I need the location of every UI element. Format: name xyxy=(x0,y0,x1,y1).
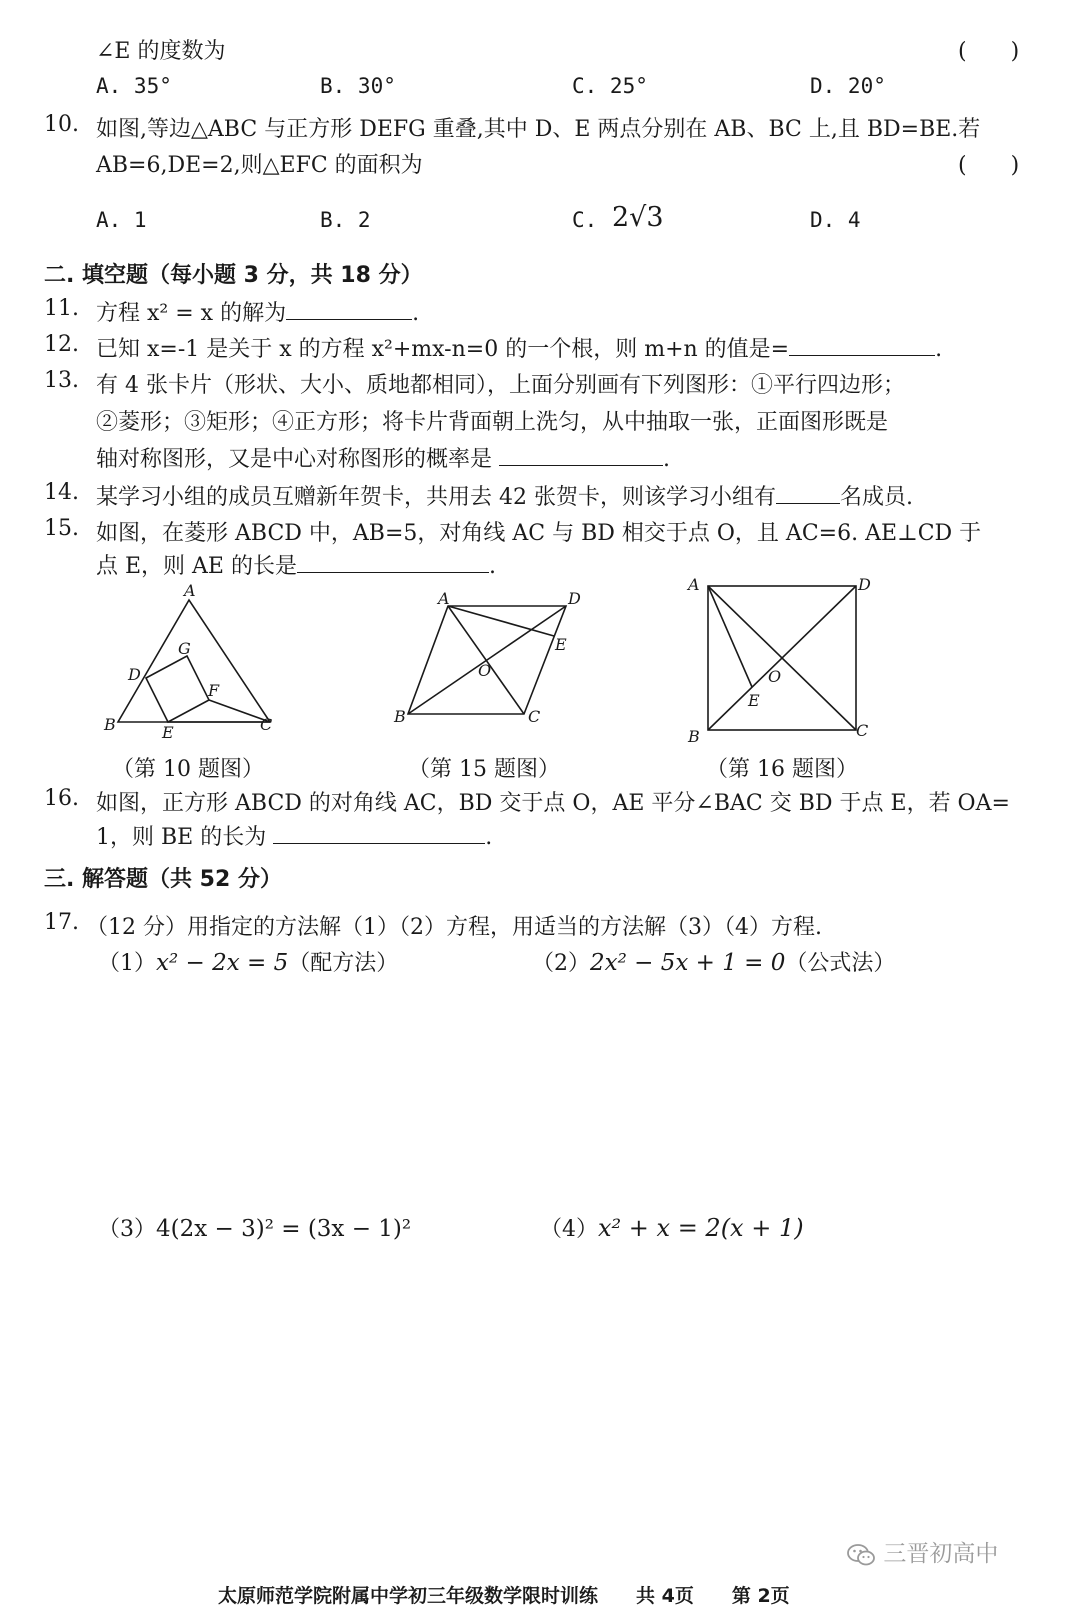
fig10-label-e: E xyxy=(162,723,174,740)
fig15-label-d: D xyxy=(568,589,581,608)
q11-answer-blank[interactable] xyxy=(286,301,412,320)
q10-line1: 如图,等边△ABC 与正方形 DEFG 重叠,其中 D、E 两点分别在 AB、BC 上,且 BD=BE.若 xyxy=(96,117,981,142)
q9-option-d: D. 20° xyxy=(810,74,886,98)
q13-end: . xyxy=(663,447,671,472)
figure-10 xyxy=(100,580,290,740)
fig16-label-o: O xyxy=(768,667,782,686)
q11-post: 的解为 xyxy=(220,301,287,326)
watermark xyxy=(846,1535,998,1568)
q11-pre: 方程 xyxy=(96,301,141,326)
q15-number: 15. xyxy=(44,516,79,541)
q17-part2-method: （公式法） xyxy=(785,951,896,976)
q17-part3-equation: 4(2x − 3)² = (3x − 1)² xyxy=(156,1216,412,1242)
q13-line3 xyxy=(96,442,670,473)
fig15-caption: （第 15 题图） xyxy=(408,757,560,782)
q9-stem-tail: ∠E 的度数为 xyxy=(96,39,226,64)
q17-part2-label: （2） xyxy=(532,951,590,976)
q10-line2: AB=6,DE=2,则△EFC 的面积为 xyxy=(96,153,423,178)
q17-part3-label: （3） xyxy=(98,1217,156,1242)
q14-pre: 某学习小组的成员互赠新年贺卡，共用去 42 张贺卡，则该学习小组有 xyxy=(96,485,776,510)
figure-15 xyxy=(392,588,592,740)
fig10-caption: （第 10 题图） xyxy=(112,757,264,782)
fig16-segment-ae xyxy=(708,586,752,687)
fig10-triangle-abc xyxy=(118,600,270,722)
q12-line xyxy=(96,332,942,363)
q12-text: 已知 x=-1 是关于 x 的方程 x²+mx-n=0 的一个根，则 m+n 的值是= xyxy=(96,337,790,362)
figure-16 xyxy=(680,572,880,748)
q10-number: 10. xyxy=(44,112,79,137)
q9-option-a: A. 35° xyxy=(96,74,172,98)
q17-number: 17. xyxy=(44,910,79,935)
q10-option-b: B. 2 xyxy=(320,208,371,232)
q9-option-b: B. 30° xyxy=(320,74,396,98)
fig10-label-a: A xyxy=(184,581,196,600)
fig15-segment-ae xyxy=(448,606,554,636)
q17-part4 xyxy=(540,1212,804,1243)
q10-option-a: A. 1 xyxy=(96,208,147,232)
q17-part4-equation: x² + x = 2(x + 1) xyxy=(598,1214,804,1242)
q16-number: 16. xyxy=(44,786,79,811)
q14-line xyxy=(96,480,913,511)
q15-line1: 如图，在菱形 ABCD 中，AB=5，对角线 AC 与 BD 相交于点 O，且 AC=6. AE⊥CD 于 xyxy=(96,521,982,546)
fig16-label-c: C xyxy=(856,721,869,740)
q10-option-d: D. 4 xyxy=(810,208,861,232)
q15-line2-text: 点 E，则 AE 的长是 xyxy=(96,554,297,579)
q9-answer-paren: ( ) xyxy=(958,39,1020,64)
fig15-label-b: B xyxy=(394,707,406,726)
fig10-label-f: F xyxy=(208,681,220,700)
fig15-label-c: C xyxy=(528,707,541,726)
q17-part1-method: （配方法） xyxy=(288,951,399,976)
fig16-label-b: B xyxy=(688,727,700,746)
fig16-label-a: A xyxy=(688,575,700,594)
q11-end: . xyxy=(412,301,420,326)
q11-number: 11. xyxy=(44,296,79,321)
q13-line1: 有 4 张卡片（形状、大小、质地都相同），上面分别画有下列图形：①平行四边形； xyxy=(96,373,905,398)
fig16-caption: （第 16 题图） xyxy=(706,757,858,782)
fig10-label-g: G xyxy=(178,639,191,658)
page-footer: 太原师范学院附属中学初三年级数学限时训练 共 4页 第 2页 xyxy=(218,1585,790,1607)
q17-intro: （12 分）用指定的方法解（1）（2）方程，用适当的方法解（3）（4）方程. xyxy=(86,915,822,940)
wechat-icon xyxy=(846,1541,883,1567)
fig10-label-d: D xyxy=(128,665,141,684)
fig15-label-a: A xyxy=(438,589,450,608)
q16-end: . xyxy=(485,825,493,850)
section3-title: 三. 解答题（共 52 分） xyxy=(44,867,282,892)
q15-end: . xyxy=(489,554,496,579)
fig10-label-c: C xyxy=(260,715,273,734)
fig16-label-e: E xyxy=(748,691,760,710)
section2-title: 二. 填空题（每小题 3 分，共 18 分） xyxy=(44,263,423,288)
q13-number: 13. xyxy=(44,368,79,393)
q10-answer-paren: ( ) xyxy=(958,153,1020,178)
q13-line2: ②菱形；③矩形；④正方形；将卡片背面朝上洗匀，从中抽取一张，正面图形既是 xyxy=(96,410,889,435)
fig10-square-defg xyxy=(146,656,209,722)
q14-answer-blank[interactable] xyxy=(776,485,840,504)
q17-part1-equation: x² − 2x = 5 xyxy=(156,950,289,976)
q12-number: 12. xyxy=(44,332,79,357)
q16-line2-text: 1，则 BE 的长为 xyxy=(96,825,267,850)
q17-part1 xyxy=(98,946,398,977)
q17-part4-label: （4） xyxy=(540,1217,598,1242)
q13-answer-blank[interactable] xyxy=(499,447,663,466)
fig15-label-o: O xyxy=(478,661,492,680)
q14-number: 14. xyxy=(44,480,79,505)
q17-part3 xyxy=(98,1212,411,1243)
q17-part1-label: （1） xyxy=(98,951,156,976)
q10-option-c: C. xyxy=(572,208,598,232)
q10-option-c-math: 2√3 xyxy=(612,202,664,233)
q12-answer-blank[interactable] xyxy=(789,337,935,356)
q15-answer-blank[interactable] xyxy=(297,554,489,573)
q17-part2 xyxy=(532,946,895,977)
q11-line xyxy=(96,296,419,327)
fig16-label-d: D xyxy=(858,575,871,594)
q16-line1: 如图，正方形 ABCD 的对角线 AC，BD 交于点 O，AE 平分∠BAC 交 BD 于点 E，若 OA= xyxy=(96,791,1010,816)
q15-line2 xyxy=(96,549,496,580)
q17-part2-equation: 2x² − 5x + 1 = 0 xyxy=(590,950,786,976)
fig15-diagonal-bd xyxy=(408,606,566,714)
q14-post: 名成员. xyxy=(839,485,913,510)
watermark-text: 三晋初高中 xyxy=(883,1541,999,1567)
q16-line2 xyxy=(96,820,492,851)
fig15-label-e: E xyxy=(555,635,567,654)
q9-option-c: C. 25° xyxy=(572,74,648,98)
q16-answer-blank[interactable] xyxy=(273,825,485,844)
q13-line3-text: 轴对称图形，又是中心对称图形的概率是 xyxy=(96,447,493,472)
q12-end: . xyxy=(935,337,943,362)
q11-equation: x² = x xyxy=(147,301,214,326)
fig10-label-b: B xyxy=(104,715,116,734)
